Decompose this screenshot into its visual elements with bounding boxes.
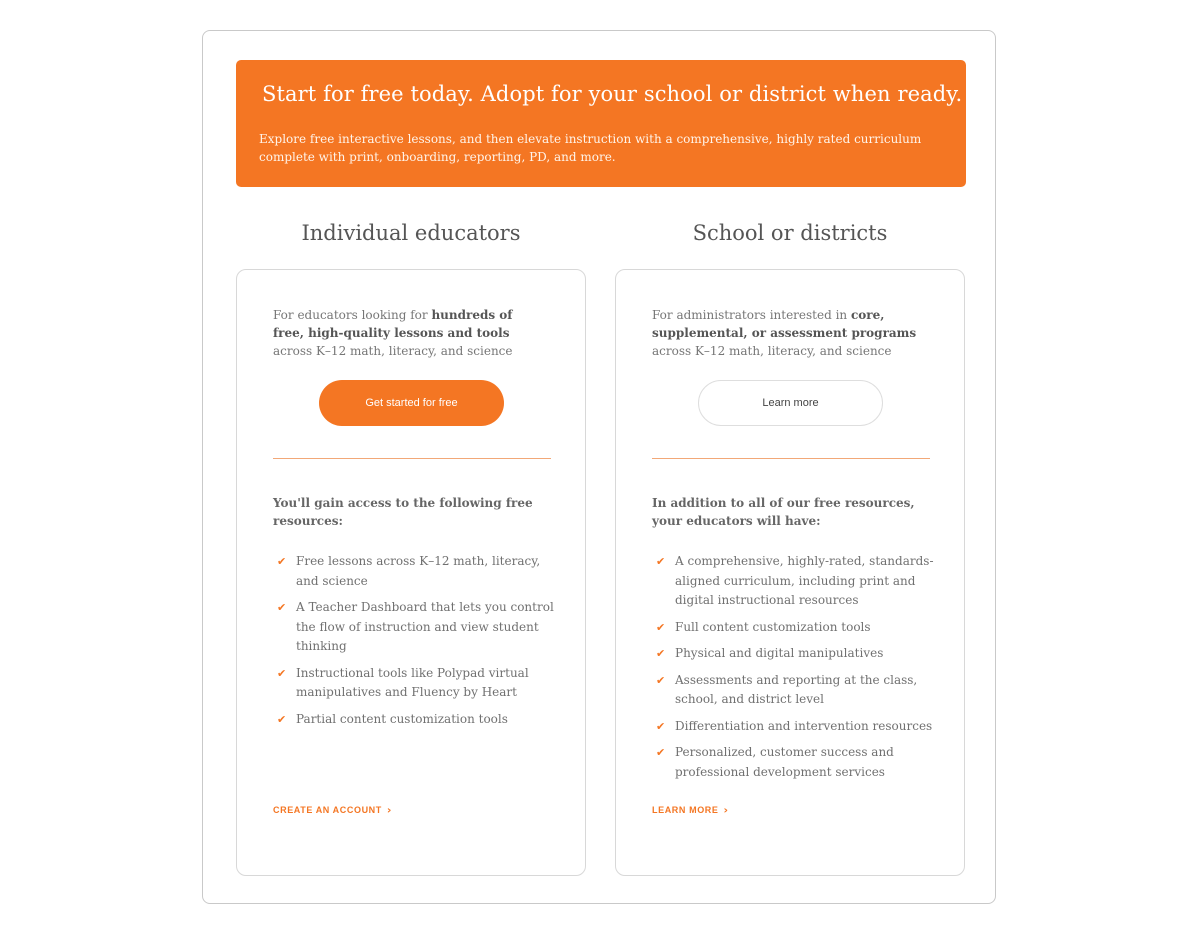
checkmark-icon: ✔ (656, 555, 666, 568)
feature-text: Differentiation and intervention resources (675, 718, 933, 733)
school-districts-heading: School or districts (692, 221, 888, 245)
checkmark-icon: ✔ (277, 666, 287, 680)
chevron-right-icon: › (386, 803, 393, 817)
checkmark-icon: ✔ (656, 746, 666, 759)
individual-educators-card (236, 269, 586, 876)
feature-text: Assessments and reporting at the class, school, and district level (675, 672, 918, 706)
feature-text: Full content customization tools (675, 619, 871, 634)
district-list-heading: In addition to all of our free resources, your educators will have: (652, 496, 915, 528)
district-intro-bold: core, supplemental, or assessment programs (652, 308, 917, 340)
district-feature-list (656, 552, 936, 789)
individual-intro (273, 306, 543, 360)
district-intro-suffix: across K–12 math, literacy, and science (652, 344, 892, 358)
divider (652, 458, 930, 459)
feature-text: A comprehensive, highly-rated, standards-aligned curriculum, including print and digital instructional resources (675, 554, 934, 607)
list-item (656, 743, 936, 782)
individual-intro-bold: hundreds of free, high-quality lessons and tools (273, 308, 513, 340)
learn-more-button[interactable]: Learn more (698, 380, 883, 426)
individual-list-heading: You'll gain access to the following free resources: (273, 496, 533, 528)
list-item (656, 671, 936, 710)
banner-title: Start for free today. Adopt for your school or district when ready. (262, 82, 963, 106)
get-started-button[interactable]: Get started for free (319, 380, 504, 426)
school-districts-card (615, 269, 965, 876)
district-intro (652, 306, 922, 360)
list-item (277, 598, 557, 657)
feature-text: Personalized, customer success and professional development services (675, 745, 894, 779)
individual-intro-suffix: across K–12 math, literacy, and science (273, 344, 513, 358)
list-item (277, 664, 557, 703)
list-item (277, 710, 557, 730)
individual-intro-prefix: For educators looking for (273, 308, 432, 322)
checkmark-icon: ✔ (277, 712, 287, 726)
feature-text: Free lessons across K–12 math, literacy, and science (296, 554, 541, 588)
list-item (656, 717, 936, 737)
individual-educators-heading: Individual educators (301, 221, 521, 245)
district-intro-prefix: For administrators interested in (652, 308, 851, 322)
list-item (656, 552, 936, 611)
learn-more-link[interactable] (652, 803, 729, 816)
checkmark-icon: ✔ (656, 673, 666, 687)
list-item (656, 644, 936, 664)
checkmark-icon: ✔ (277, 555, 287, 568)
feature-text: Instructional tools like Polypad virtual manipulatives and Fluency by Heart (296, 665, 529, 699)
chevron-right-icon: › (723, 803, 729, 817)
list-item (277, 552, 557, 591)
list-item (656, 618, 936, 638)
pricing-panel (202, 30, 996, 904)
checkmark-icon: ✔ (656, 719, 666, 733)
learn-more-label: LEARN MORE (652, 805, 719, 815)
promo-banner (236, 60, 966, 187)
checkmark-icon: ✔ (656, 620, 666, 634)
checkmark-icon: ✔ (656, 647, 666, 660)
checkmark-icon: ✔ (277, 601, 287, 614)
feature-text: Partial content customization tools (296, 711, 508, 726)
feature-text: Physical and digital manipulatives (675, 646, 884, 660)
individual-feature-list (277, 552, 557, 736)
feature-text: A Teacher Dashboard that lets you control the flow of instruction and view student thinking (296, 600, 554, 653)
create-account-link[interactable] (273, 803, 392, 816)
banner-subtitle: Explore free interactive lessons, and then elevate instruction with a comprehensive, highly rated curriculum complete with print, onboarding, reporting, PD, and more. (259, 132, 922, 164)
divider (273, 458, 551, 459)
create-account-label: CREATE AN ACCOUNT (273, 805, 382, 815)
